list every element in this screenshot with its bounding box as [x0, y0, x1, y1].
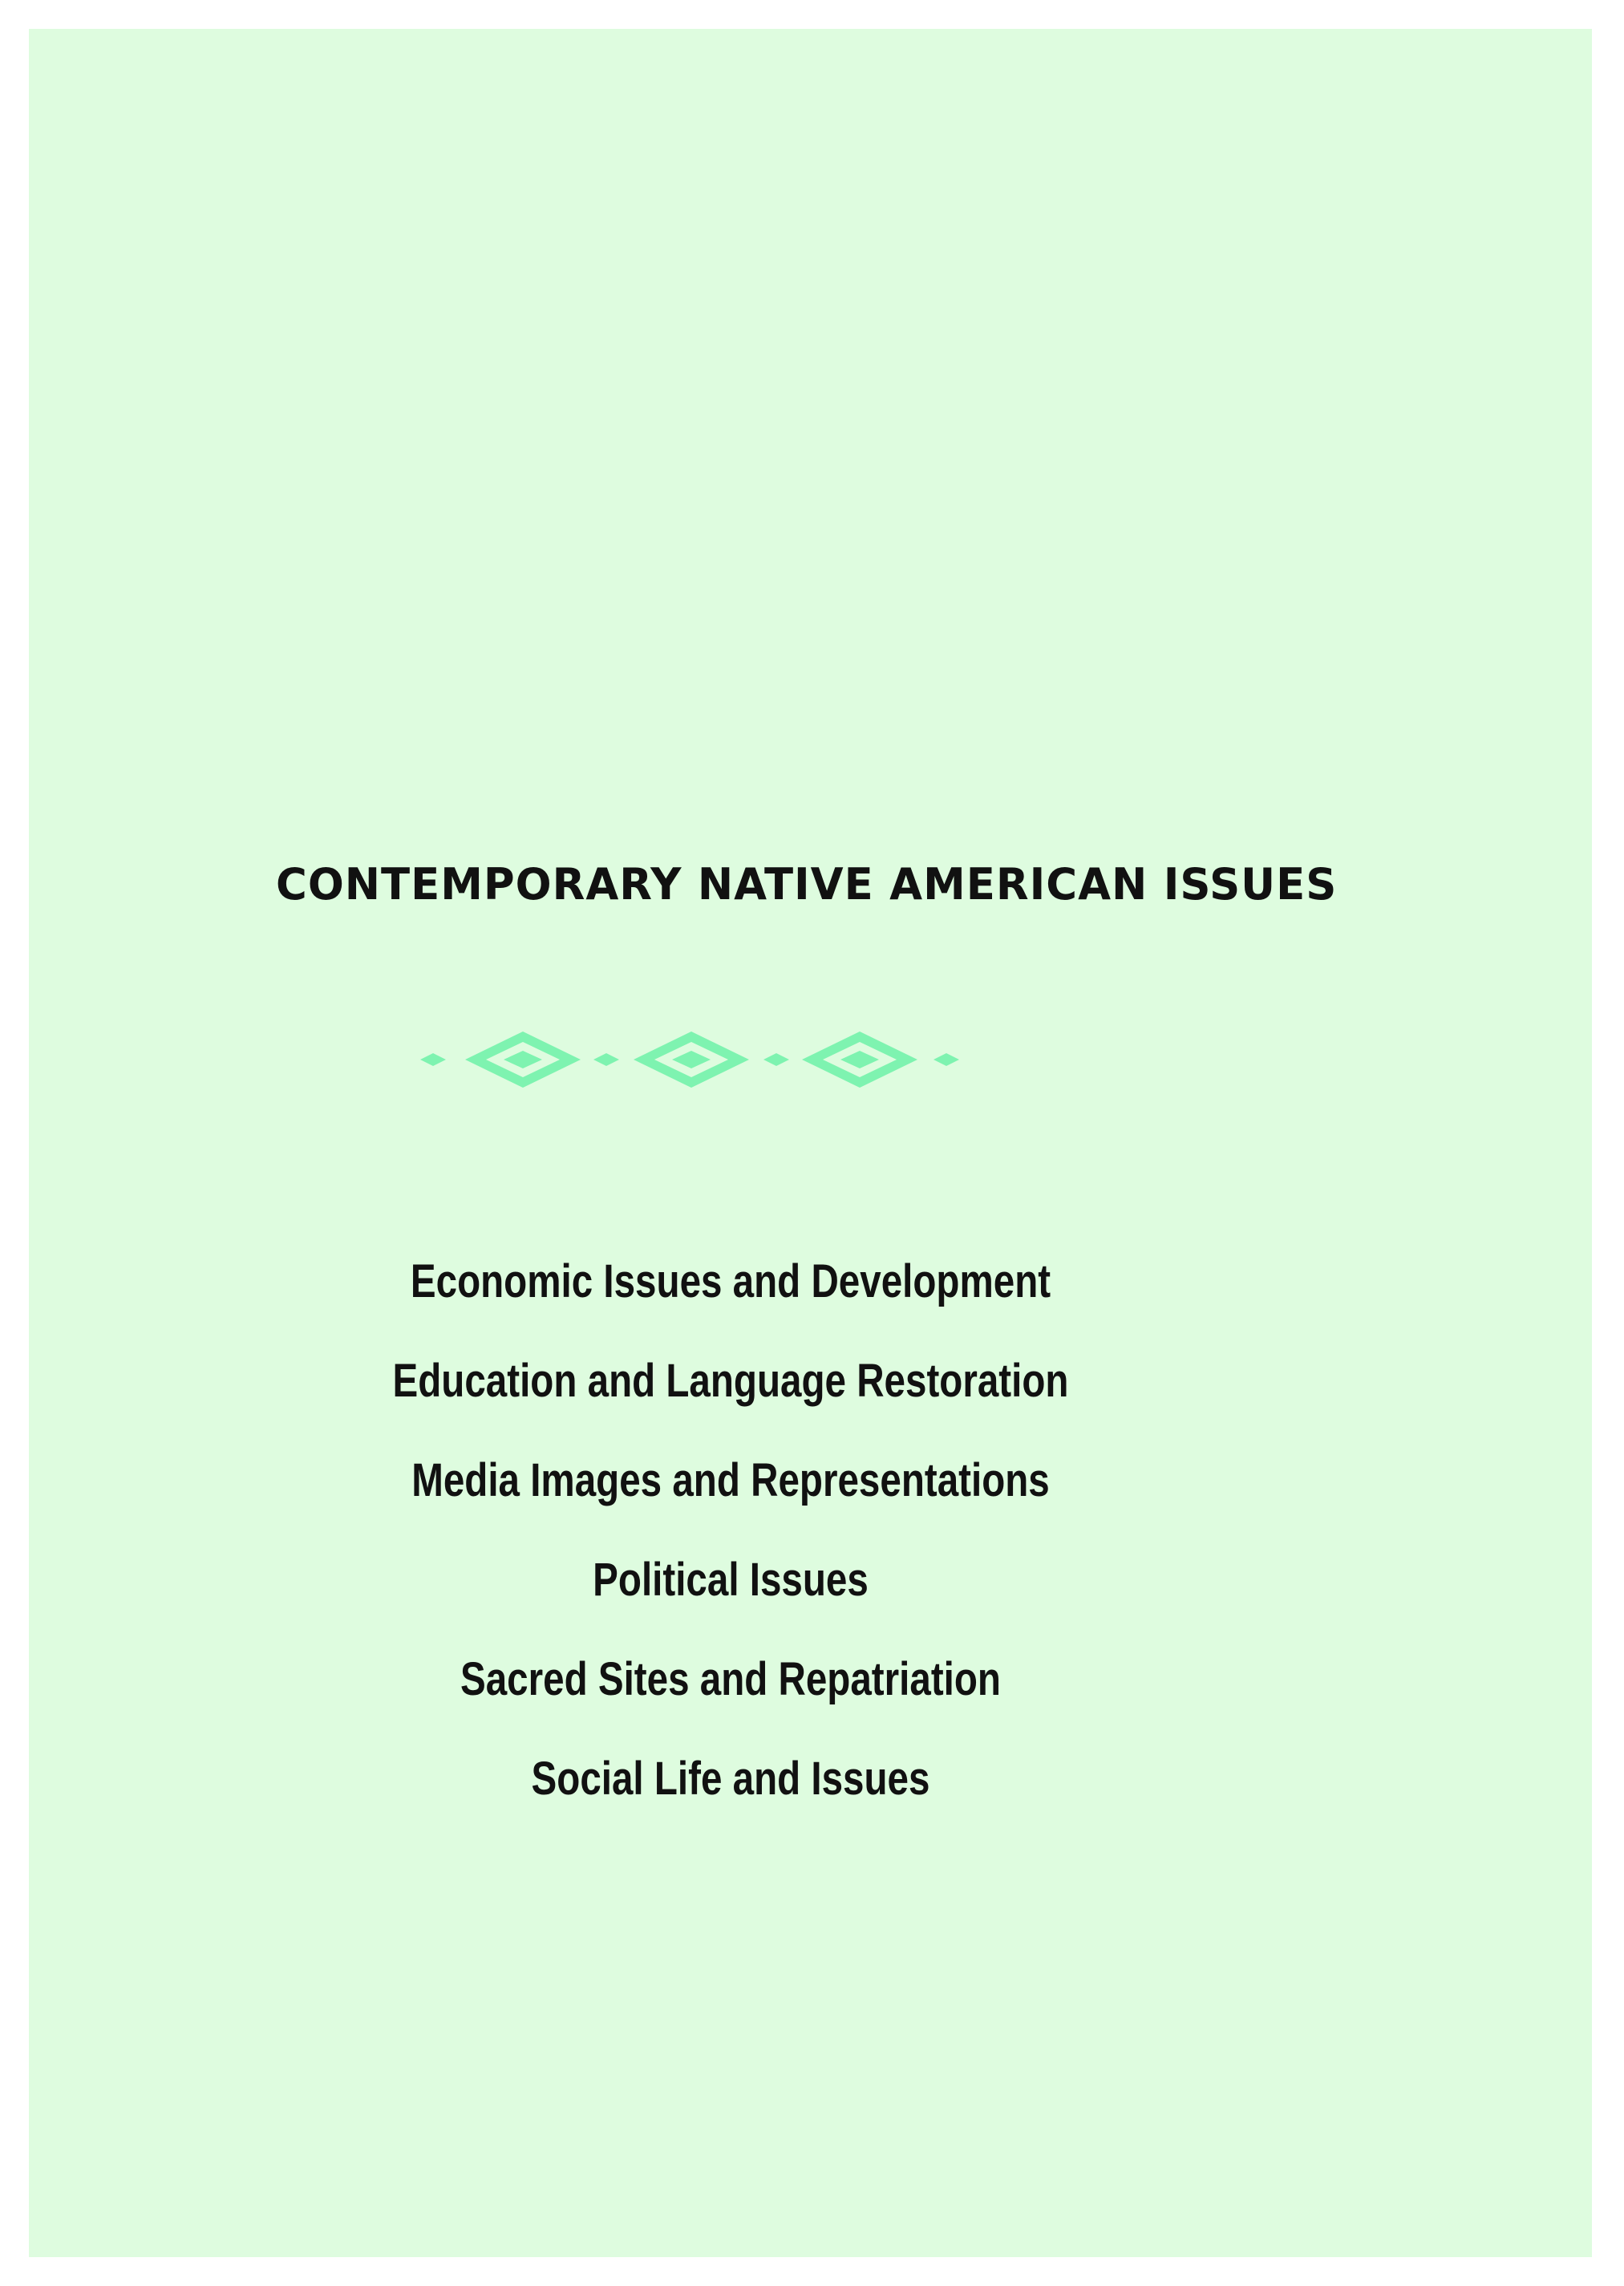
- topic-item: Media Images and Representations: [411, 1454, 1050, 1506]
- topic-item: Political Issues: [593, 1554, 869, 1606]
- page: [29, 29, 1592, 2257]
- series-title: CONTEMPORARY NATIVE AMERICAN ISSUES: [276, 859, 1338, 910]
- topic-item: Social Life and Issues: [531, 1753, 930, 1805]
- topic-item: Economic Issues and Development: [410, 1255, 1051, 1307]
- topic-item: Sacred Sites and Repatriation: [460, 1653, 1001, 1705]
- diamond-chain-ornament-icon: [420, 1023, 998, 1096]
- topic-item: Education and Language Restoration: [392, 1355, 1069, 1407]
- topic-list: [269, 1232, 1192, 1829]
